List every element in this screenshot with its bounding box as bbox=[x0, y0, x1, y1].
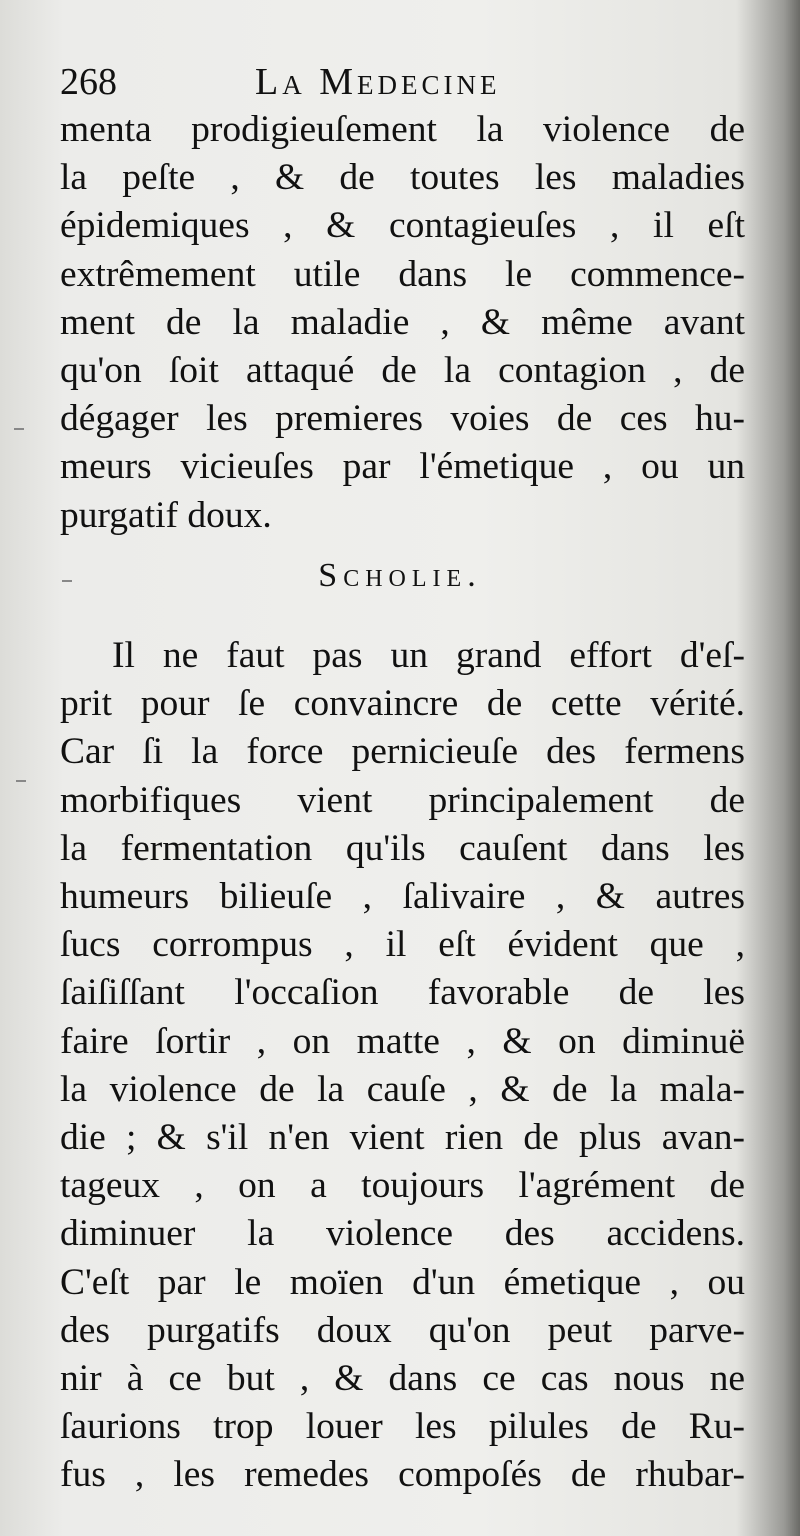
margin-mark bbox=[62, 580, 72, 582]
text-line: purgatif doux. bbox=[60, 494, 272, 536]
text-line: dégager les premieres voies de ces hu- bbox=[60, 398, 745, 440]
text-line: die ; & s'il n'en vient rien de plus avan- bbox=[60, 1117, 745, 1159]
text-line: la fermentation qu'ils cauſent dans les bbox=[60, 827, 745, 869]
running-head bbox=[60, 56, 750, 108]
text-line: extrêmement utile dans le commence- bbox=[60, 253, 745, 295]
paragraph-one bbox=[60, 106, 745, 540]
text-line: ſucs corrompus , il eſt évident que , bbox=[60, 924, 745, 966]
text-line: tageux , on a toujours l'agrément de bbox=[60, 1165, 745, 1207]
text-line: morbifiques vient principalement de bbox=[60, 779, 745, 821]
text-line: menta prodigieuſement la violence de bbox=[60, 109, 745, 150]
text-line: humeurs bilieuſe , ſalivaire , & autres bbox=[60, 876, 745, 918]
text-line: épidemiques , & contagieuſes , il eſt bbox=[60, 205, 745, 247]
text-line: C'eſt par le moïen d'un émetique , ou bbox=[60, 1261, 745, 1303]
text-line: prit pour ſe convaincre de cette vérité. bbox=[60, 683, 745, 725]
running-title: La Medecine bbox=[255, 61, 501, 103]
text-line: faire ſortir , on matte , & on diminuë bbox=[60, 1020, 745, 1062]
section-heading: Scholie. bbox=[318, 557, 482, 594]
page-number: 268 bbox=[60, 61, 117, 103]
text-line: la violence de la cauſe , & de la mala- bbox=[60, 1068, 745, 1110]
margin-mark bbox=[16, 780, 26, 782]
text-line: Car ſi la force pernicieuſe des fermens bbox=[60, 731, 745, 773]
text-line: ſaiſiſſant l'occaſion favorable de les bbox=[60, 972, 745, 1014]
text-line: diminuer la violence des accidens. bbox=[60, 1213, 745, 1255]
text-line: qu'on ſoit attaqué de la contagion , de bbox=[60, 350, 745, 392]
paragraph-two bbox=[60, 632, 745, 1500]
margin-mark bbox=[14, 428, 24, 430]
text-line: Il ne faut pas un grand effort d'eſ- bbox=[112, 635, 745, 676]
text-line: ſaurions trop louer les pilules de Ru- bbox=[60, 1406, 745, 1448]
text-line: la peſte , & de toutes les maladies bbox=[60, 157, 745, 199]
text-line: ment de la maladie , & même avant bbox=[60, 301, 745, 343]
text-line: nir à ce but , & dans ce cas nous ne bbox=[60, 1358, 745, 1400]
text-line: meurs vicieuſes par l'émetique , ou un bbox=[60, 446, 745, 488]
text-line: des purgatifs doux qu'on peut parve- bbox=[60, 1309, 745, 1351]
text-line: fus , les remedes compoſés de rhubar- bbox=[60, 1454, 745, 1496]
